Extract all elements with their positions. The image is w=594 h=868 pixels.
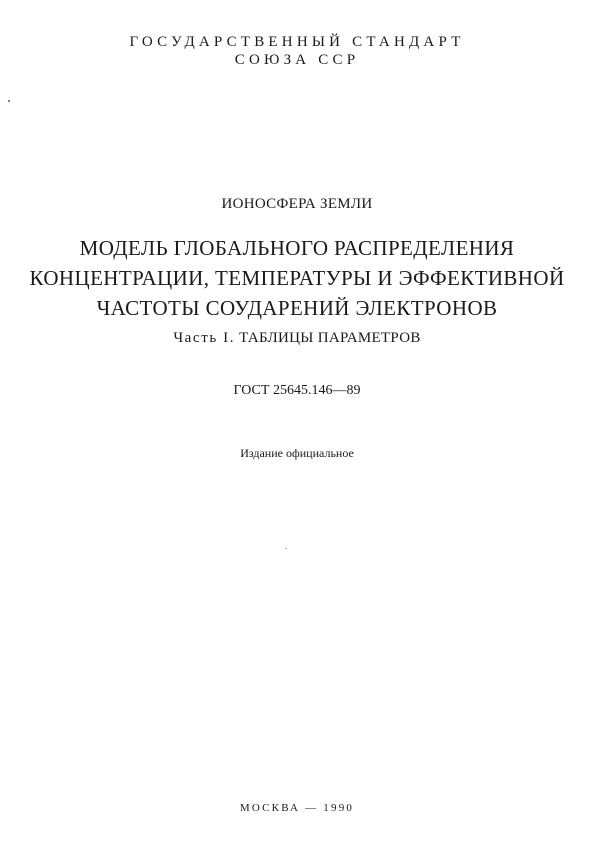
document-subject: ИОНОСФЕРА ЗЕМЛИ	[221, 196, 373, 212]
edition-note: Издание официальное	[240, 446, 354, 460]
document-title-line-2: КОНЦЕНТРАЦИИ, ТЕМПЕРАТУРЫ И ЭФФЕКТИВНОЙ	[29, 266, 565, 290]
standard-header-line-2: СОЮЗА ССР	[234, 52, 360, 68]
scan-speck	[8, 100, 10, 102]
document-title-line-3: ЧАСТОТЫ СОУДАРЕНИЙ ЭЛЕКТРОНОВ	[96, 296, 498, 320]
publication-city-year: МОСКВА — 1990	[239, 802, 355, 814]
scan-speck	[285, 548, 287, 549]
part-label: Часть I.	[173, 330, 236, 346]
document-part	[0, 330, 594, 347]
document-title-line-1: МОДЕЛЬ ГЛОБАЛЬНОГО РАСПРЕДЕЛЕНИЯ	[79, 236, 515, 260]
standard-header-line-1: ГОСУДАРСТВЕННЫЙ СТАНДАРТ	[129, 34, 465, 50]
standard-number: ГОСТ 25645.146—89	[233, 383, 361, 398]
part-name: ТАБЛИЦЫ ПАРАМЕТРОВ	[239, 330, 421, 346]
